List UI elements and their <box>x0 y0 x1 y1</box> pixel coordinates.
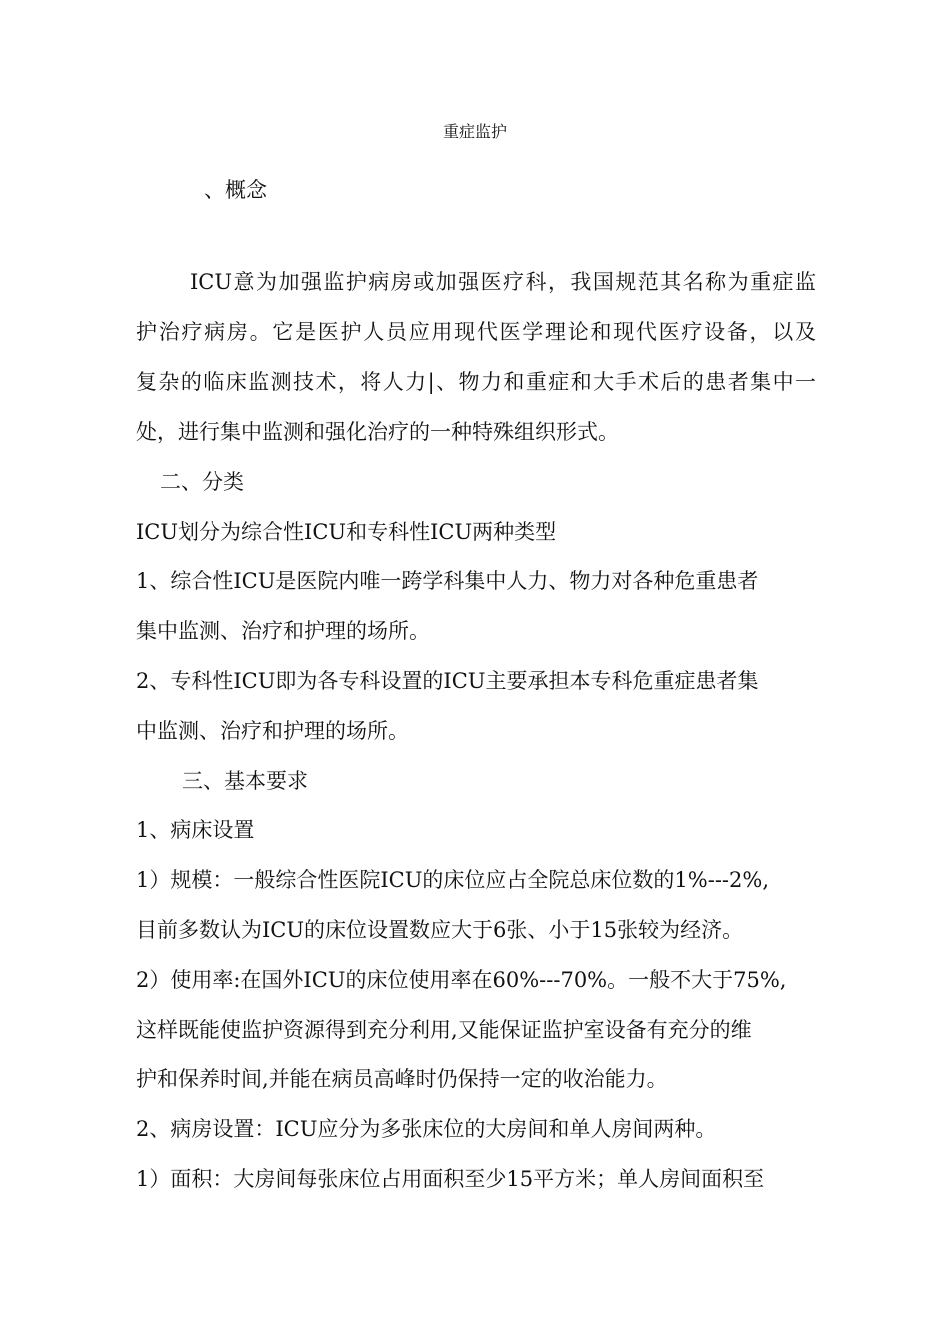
paragraph-line: 处，进行集中监测和强化治疗的一种特殊组织形式。 <box>136 420 619 444</box>
paragraph-line: 1）规模：一般综合性医院ICU的床位应占全院总床位数的1%---2%, <box>136 868 770 892</box>
paragraph-line: ICU意为加强监护病房或加强医疗科，我国规范其名称为重症监 <box>190 270 816 294</box>
paragraph-line: 1）面积：大房间每张床位占用面积至少15平方米；单人房间面积至 <box>136 1167 765 1191</box>
paragraph-line: 2）使用率:在国外ICU的床位使用率在60%---70%。一般不大于75%, <box>136 968 787 992</box>
paragraph-line: 1、病床设置 <box>136 818 255 842</box>
heading-basic-requirements: 三、基本要求 <box>182 769 308 793</box>
paragraph-line: 1、综合性ICU是医院内唯一跨学科集中人力、物力对各种危重患者 <box>136 569 759 593</box>
paragraph-line: 目前多数认为ICU的床位设置数应大于6张、小于15张较为经济。 <box>136 918 744 942</box>
paragraph-line: 中监测、治疗和护理的场所。 <box>136 719 409 743</box>
paragraph-line: 集中监测、治疗和护理的场所。 <box>136 619 430 643</box>
paragraph-line: ICU划分为综合性ICU和专科性ICU两种类型 <box>136 520 557 544</box>
paragraph-line: 复杂的临床监测技术，将人力|、物力和重症和大手术后的患者集中一 <box>136 370 816 394</box>
paragraph-line: 2、病房设置：ICU应分为多张床位的大房间和单人房间两种。 <box>136 1117 717 1141</box>
document-title: 重症监护 <box>442 122 507 141</box>
paragraph-line: 这样既能使监护资源得到充分利用,又能保证监护室设备有充分的维 <box>136 1018 752 1042</box>
paragraph-line: 护治疗病房。它是医护人员应用现代医学理论和现代医疗设备，以及 <box>136 320 816 344</box>
paragraph-line: 2、专科性ICU即为各专科设置的ICU主要承担本专科危重症患者集 <box>136 669 759 693</box>
paragraph-line: 护和保养时间,并能在病员高峰时仍保持一定的收治能力。 <box>136 1067 668 1091</box>
heading-concept: 、概念 <box>204 178 267 202</box>
heading-classification: 二、分类 <box>160 470 244 494</box>
